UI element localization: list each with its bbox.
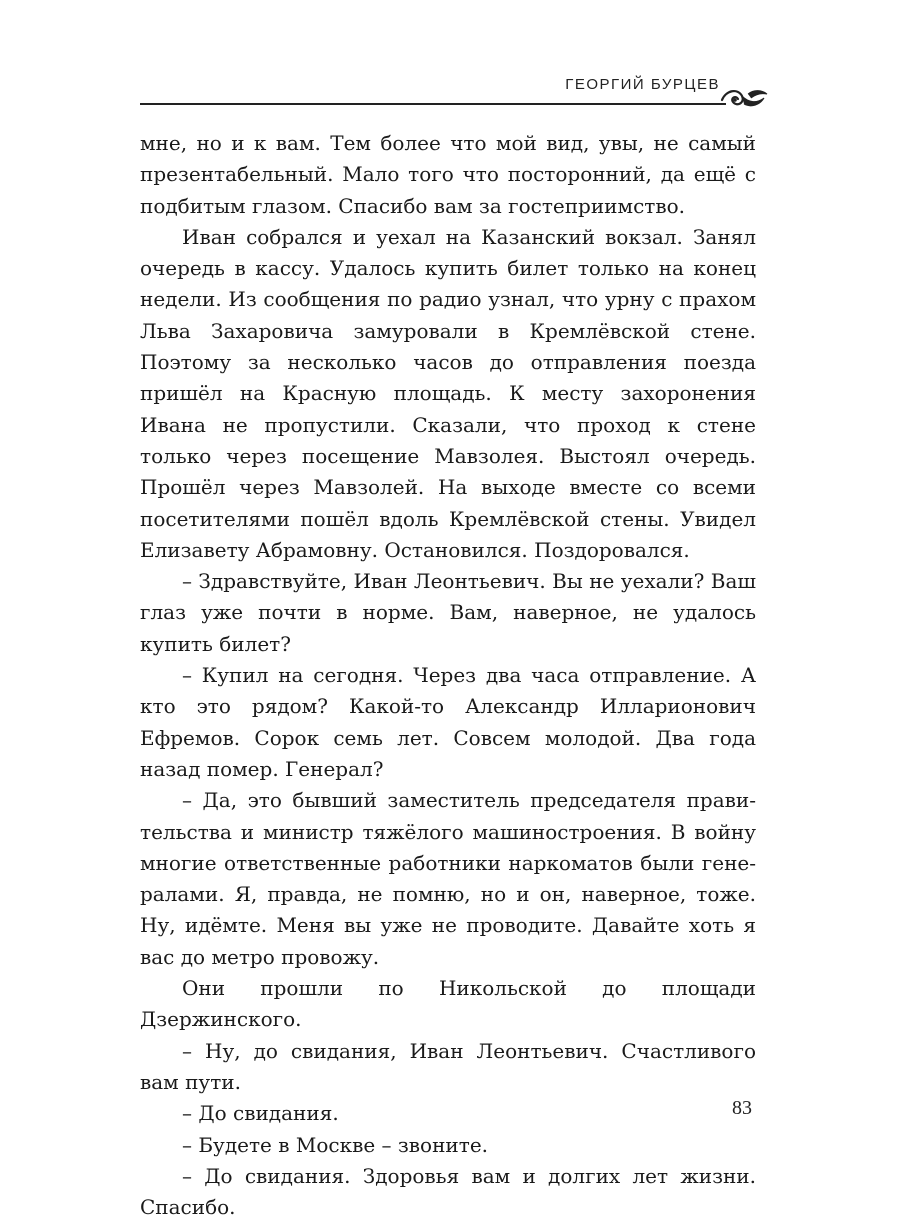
header-author: ГЕОРГИЙ БУРЦЕВ (565, 76, 720, 93)
body-text (140, 128, 756, 1223)
paragraph: – Да, это бывший заместитель председателя правительства и министр тяжёлого машиностроения. В войну многие ответственные работники наркоматов были генералами. Я, правда, не помню, но и он, наверное, тоже. Ну, идёмте. Меня вы уже не проводите. Давайте хоть я вас до метро провожу. (140, 788, 756, 969)
flourish-ornament-icon (718, 84, 770, 112)
paragraph: – Здравствуйте, Иван Леонтьевич. Вы не уехали? Ваш глаз уже почти в норме. Вам, наверное, не удалось купить билет? (140, 569, 756, 656)
paragraph: Они прошли по Никольской до площади Дзержинского. (140, 976, 756, 1032)
paragraph: – Будете в Москве – звоните. (182, 1132, 489, 1157)
paragraph: – Ну, до свидания, Иван Леонтьевич. Счастливого вам пути. (140, 1038, 756, 1094)
page-number: 83 (732, 1097, 752, 1119)
paragraph: мне, но и к вам. Тем более что мой вид, увы, не самый презентабельный. Мало того что посторонний, да ещё с подбитым глазом. Спасибо вам за гостеприимство. (140, 131, 756, 218)
header-rule (140, 103, 726, 105)
paragraph: – До свидания. (182, 1101, 339, 1126)
running-header (140, 72, 770, 112)
paragraph: – До свидания. Здоровья вам и долгих лет жизни. Спасибо. (140, 1163, 756, 1220)
paragraph: Иван собрался и уехал на Казанский вокзал. Занял очередь в кассу. Удалось купить билет только на конец недели. Из сообщения по радио узнал, что урну с прахом Льва Захаровича замуровали в Кремлёвской стене. Поэтому за несколько часов до отправления поезда пришёл на Красную площадь. К месту захоронения Ивана не пропустили. Сказали, что проход к стене только через посещение Мавзолея. Выстоял очередь. Прошёл через Мавзолей. На выходе вместе со всеми посетителями пошёл вдоль Кремлёвской стены. Увидел Елизавету Абрамовну. Остановился. Поздоровался. (140, 224, 756, 562)
paragraph: – Купил на сегодня. Через два часа отправление. А кто это рядом? Какой-то Александр Илларионович Ефремов. Сорок семь лет. Совсем молодой. Два года назад помер. Генерал? (140, 663, 756, 781)
